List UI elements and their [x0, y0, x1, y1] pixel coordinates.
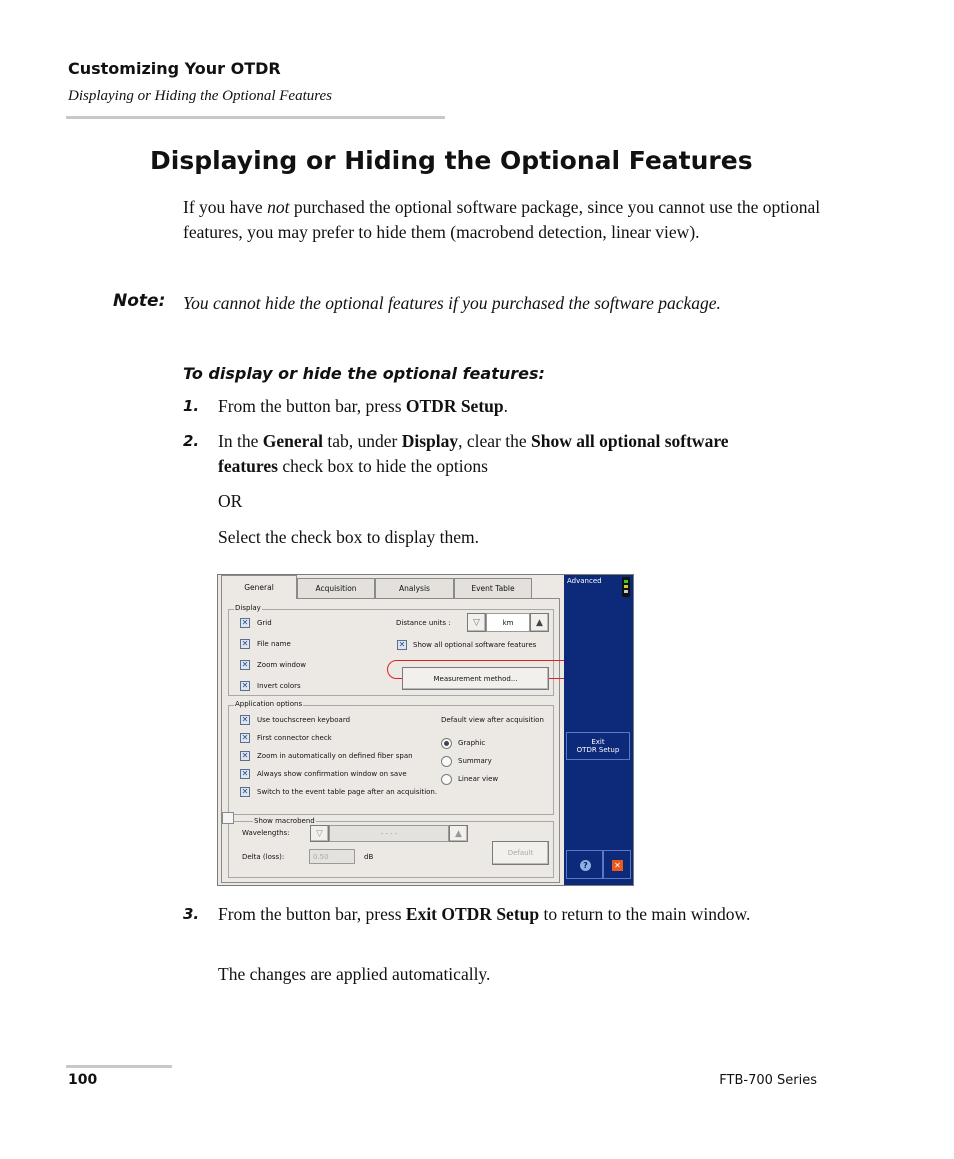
delta-unit: dB — [364, 853, 374, 861]
tab-acquisition[interactable]: Acquisition — [297, 578, 375, 598]
step-1-bold: OTDR Setup — [405, 396, 504, 416]
step-2-b2: Display — [401, 431, 459, 451]
distance-units-value[interactable]: km — [486, 613, 530, 632]
step-2-alt: Select the check box to display them. — [218, 527, 479, 547]
touchscreen-keyboard-checkbox[interactable]: ✕ — [241, 715, 249, 724]
show-macrobend-checkbox[interactable] — [222, 812, 234, 824]
section-title: Customizing Your OTDR — [68, 59, 281, 78]
note-label: Note: — [113, 291, 166, 311]
wavelengths-value[interactable]: - - - - — [329, 825, 449, 842]
show-macrobend-label: Show macrobend — [254, 817, 315, 825]
application-options-label: Application options — [235, 700, 303, 708]
graphic-label: Graphic — [458, 739, 486, 747]
help-button[interactable] — [566, 850, 603, 879]
step-1-text — [218, 394, 818, 419]
touchscreen-keyboard-label: Use touchscreen keyboard — [257, 716, 351, 724]
zoom-window-checkbox[interactable]: ✕ — [241, 660, 249, 669]
footer-rule — [66, 1065, 172, 1068]
wavelengths-label: Wavelengths: — [242, 829, 290, 837]
distance-units-up-icon[interactable]: ▲ — [530, 613, 549, 632]
invert-colors-checkbox[interactable]: ✕ — [241, 681, 249, 690]
section-subtitle: Displaying or Hiding the Optional Features — [68, 88, 333, 104]
distance-units-down-icon[interactable]: ▽ — [467, 613, 486, 632]
linear-view-radio[interactable] — [441, 774, 452, 785]
wavelengths-up-icon[interactable]: ▲ — [449, 825, 468, 842]
distance-units-label: Distance units : — [396, 619, 451, 627]
page-number: 100 — [68, 1072, 98, 1088]
step-2-text — [218, 429, 778, 478]
first-connector-checkbox[interactable]: ✕ — [241, 733, 249, 742]
step-2-t1: In the — [218, 431, 263, 451]
linear-view-label: Linear view — [458, 775, 499, 783]
switch-event-table-checkbox[interactable]: ✕ — [241, 787, 249, 796]
tab-general[interactable]: General — [221, 575, 297, 599]
otdr-setup-screenshot — [217, 574, 634, 886]
tab-analysis[interactable]: Analysis — [375, 578, 454, 598]
step-3-text — [218, 902, 818, 927]
delta-input[interactable]: 0.50 — [309, 849, 355, 864]
step-1-pre: From the button bar, press — [218, 396, 406, 416]
step-3-bold: Exit OTDR Setup — [405, 904, 540, 924]
procedure-title: To display or hide the optional features: — [183, 364, 545, 383]
file-name-label: File name — [257, 640, 291, 648]
step-2-or: OR — [218, 491, 243, 511]
file-name-checkbox[interactable]: ✕ — [241, 639, 249, 648]
exit-button-line2: OTDR Setup — [576, 746, 620, 754]
side-button-bar — [564, 575, 634, 886]
intro-emphasis: not — [267, 197, 290, 217]
step-1-number: 1. — [183, 397, 200, 415]
general-panel — [221, 598, 560, 883]
page-title: Displaying or Hiding the Optional Features — [150, 146, 753, 175]
step-3-number: 3. — [183, 905, 200, 923]
step-3-pre: From the button bar, press — [218, 904, 406, 924]
switch-event-table-label: Switch to the event table page after an acquisition. — [257, 788, 438, 796]
step-2-number: 2. — [183, 432, 200, 450]
step-2-t3: , clear the — [458, 431, 531, 451]
exit-button-line1: Exit — [591, 738, 605, 746]
zoom-window-label: Zoom window — [257, 661, 306, 669]
graphic-radio[interactable] — [441, 738, 452, 749]
summary-label: Summary — [458, 757, 492, 765]
first-connector-label: First connector check — [257, 734, 332, 742]
confirm-save-label: Always show confirmation window on save — [257, 770, 407, 778]
zoom-auto-label: Zoom in automatically on defined fiber span — [257, 752, 413, 760]
step-3-post: to return to the main window. — [539, 904, 751, 924]
show-all-optional-checkbox[interactable]: ✕ — [398, 640, 406, 649]
product-name: FTB-700 Series — [719, 1073, 817, 1088]
wavelengths-down-icon[interactable]: ▽ — [310, 825, 329, 842]
default-button[interactable]: Default — [492, 841, 549, 865]
confirm-save-checkbox[interactable]: ✕ — [241, 769, 249, 778]
step-2-b3: Show all optional software features — [218, 431, 729, 476]
measurement-method-button[interactable]: Measurement method... — [402, 667, 549, 690]
default-view-label: Default view after acquisition — [441, 716, 544, 724]
exit-otdr-setup-button[interactable] — [566, 732, 630, 760]
header-rule — [66, 116, 445, 119]
grid-label: Grid — [257, 619, 272, 627]
battery-icon — [622, 577, 630, 597]
intro-text-1: If you have — [183, 197, 268, 217]
zoom-auto-checkbox[interactable]: ✕ — [241, 751, 249, 760]
step-1-post: . — [503, 396, 508, 416]
help-icon: ? — [580, 860, 591, 871]
tab-event-table[interactable]: Event Table — [454, 578, 532, 598]
step-2-b1: General — [262, 431, 323, 451]
step-2-t2: tab, under — [322, 431, 402, 451]
close-icon: ✕ — [612, 860, 623, 871]
summary-radio[interactable] — [441, 756, 452, 767]
note-text: You cannot hide the optional features if you purchased the software package. — [183, 293, 721, 313]
close-button[interactable] — [603, 850, 631, 879]
step-3-result: The changes are applied automatically. — [218, 964, 491, 984]
advanced-label[interactable]: Advanced — [567, 577, 602, 585]
step-2-t4: check box to hide the options — [277, 455, 488, 476]
invert-colors-label: Invert colors — [257, 682, 301, 690]
delta-label: Delta (loss): — [242, 853, 285, 861]
display-group-label: Display — [235, 604, 261, 612]
show-all-optional-label: Show all optional software features — [413, 641, 537, 649]
tab-bar — [218, 575, 564, 599]
intro-paragraph — [183, 195, 833, 244]
grid-checkbox[interactable]: ✕ — [241, 618, 249, 627]
intro-text-2: purchased the optional software package, since you cannot use the optional features, you may prefer to hide them (macrobend detection, linear view). — [183, 197, 821, 242]
